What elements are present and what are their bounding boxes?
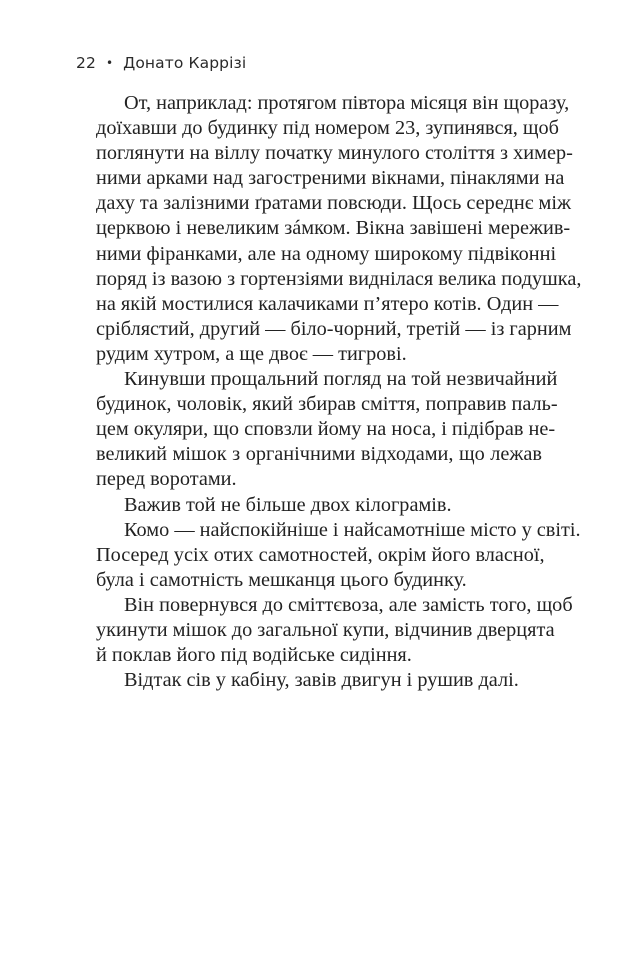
text-line: Кинувши прощальний погляд на той незвичайний (124, 368, 558, 391)
text-line: перед воротами. (96, 468, 237, 491)
page-number: 22 (76, 54, 96, 72)
text-line: поглянути на віллу початку минулого століття з химер- (96, 142, 573, 165)
text-line: цем окуляри, що сповзли йому на носа, і підібрав не- (96, 418, 556, 441)
text-line: Відтак сів у кабіну, завів двигун і рушив далі. (124, 669, 519, 692)
text-line: була і самотність мешканця цього будинку. (96, 568, 467, 591)
body-text (96, 91, 582, 693)
text-line: укинути мішок до загальної купи, відчинив дверцята (96, 618, 555, 641)
header-separator: • (105, 56, 114, 70)
text-line: От, наприклад: протягом півтора місяця він щоразу, (124, 92, 570, 114)
text-line: ними фіранками, але на одному широкому підвіконні (96, 242, 557, 265)
text-line: на якій мостилися калачиками п’ятеро котів. Один — (96, 292, 559, 315)
text-line: й поклав його під водійське сидіння. (96, 644, 412, 667)
text-line: ними арками над загостреними вікнами, пінаклями на (96, 167, 565, 190)
text-line: сріблястий, другий — біло-чорний, третій — із гарним (96, 317, 572, 340)
text-line: Комо — найспокійніше і найсамотніше місто у світі. (124, 518, 581, 541)
text-line: поряд із вазою з гортензіями виднілася велика подушка, (96, 267, 582, 290)
text-line: великий мішок з органічними відходами, що лежав (96, 443, 542, 466)
text-line: будинок, чоловік, який збирав сміття, поправив паль- (96, 393, 558, 416)
text-line: Посеред усіх отих самотностей, окрім його власної, (96, 543, 545, 566)
text-line: Він повернувся до сміттєвоза, але замість того, щоб (124, 593, 573, 616)
text-line: даху та залізними ґратами повсюди. Щось середнє між (96, 192, 571, 215)
author-name: Донато Каррізі (123, 54, 247, 72)
text-line: церквою і невеликим зáмком. Вікна завішені мережив- (96, 217, 571, 240)
running-header (76, 54, 246, 72)
text-line: доїхавши до будинку під номером 23, зупинявся, щоб (96, 117, 559, 140)
text-line: рудим хутром, а ще двоє — тигрові. (96, 342, 407, 365)
text-line: Важив той не більше двох кілограмів. (124, 493, 452, 516)
